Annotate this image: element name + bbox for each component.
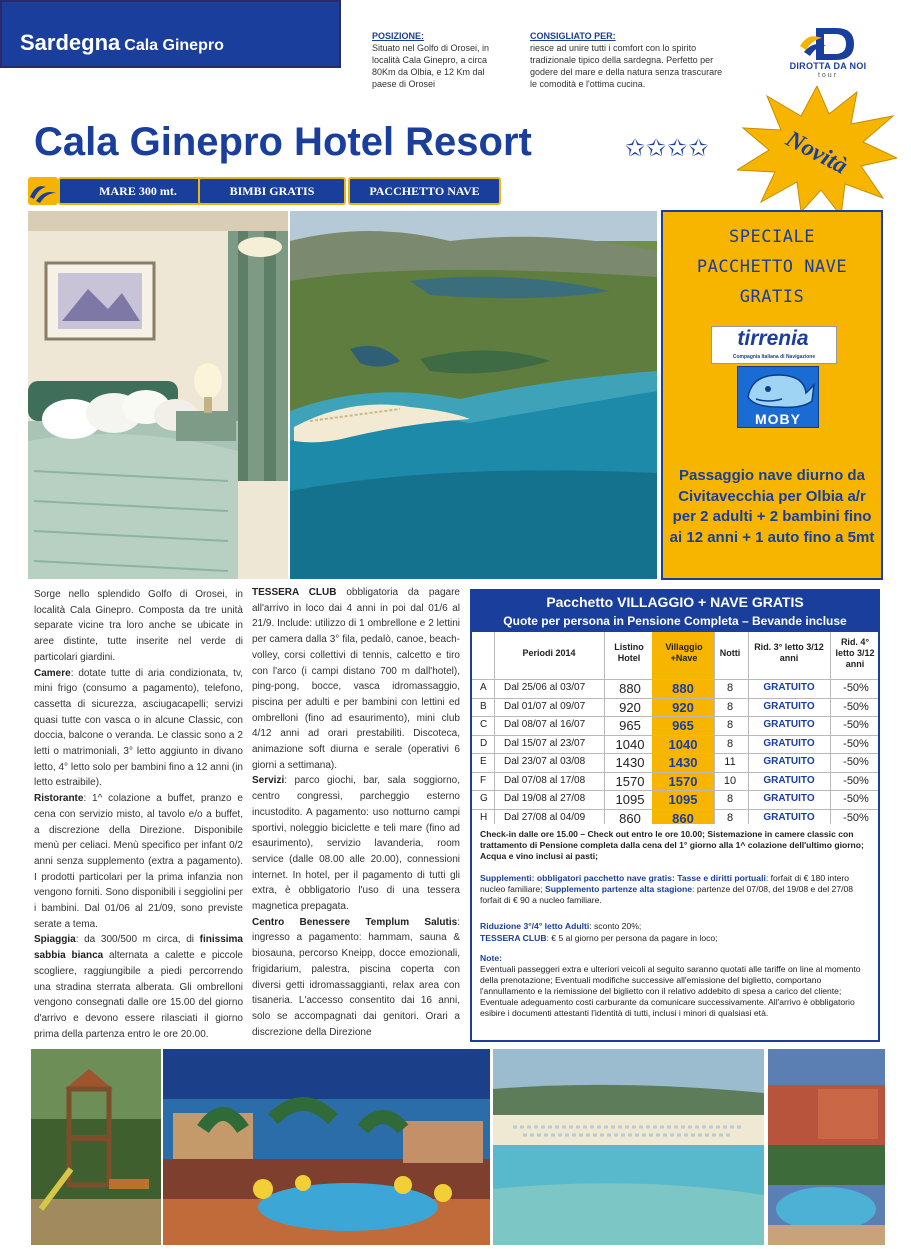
region-title: Sardegna Cala Ginepro — [20, 30, 224, 55]
row-period: Dal 01/07 al 09/07 — [504, 700, 586, 712]
desc-tessera-text: obbligatoria da pagare all'arrivo in loco dai 4 anni in poi dal 01/6 al 21/9. Include: utilizzo di 1 ombrellone e 2 lettini per camera dalla 3° fila, pedalò, canoe, beach-volley, corsi collettivi di tennis, calcetto e tiro con l'arco (i campi distano 700 m dall'hotel), ping-pong, bocce, vasca idromassaggio, piscina per adulti e per bambini con lettini ed ombrelloni (fino ad esaurimento), mini club 4/12 anni ad orari prestabiliti. Discoteca, animazione soft diurna e serale (operativi 6 giorni a settimana). — [252, 587, 460, 771]
desc-tessera-label: TESSERA CLUB — [252, 587, 337, 598]
row-period: Dal 25/06 al 03/07 — [504, 682, 586, 693]
row-rid3: GRATUITO — [763, 774, 815, 786]
description-col-1 — [34, 587, 243, 1042]
table-row — [472, 772, 878, 791]
row-rid3: GRATUITO — [763, 756, 815, 767]
row-notti: 8 — [726, 719, 734, 731]
checkin-note: Check-in dalle ore 15.00 – Check out entro le ore 10.00; Sistemazione in camere classic con trattamento di Pensione completa dalla cena del 1° giorno alla 1^ colazione dell'ultimo giorno; Acqua e vino inclusi ai pasti; — [480, 829, 864, 861]
photo-pool — [163, 1049, 490, 1245]
pill-mare: MARE 300 mt. — [58, 177, 218, 205]
photo-bedroom — [28, 211, 288, 579]
desc-spiaggia-text-a: : da 300/500 m circa, di — [75, 934, 200, 946]
riduzione-note — [480, 921, 872, 932]
posizione-text: Situato nel Golfo di Orosei, in località Cala Ginepro, a circa 80Km da Olbia, e 12 Km dal paese di Orosei — [372, 43, 490, 89]
row-rid4: -50% — [843, 719, 869, 731]
whale-icon — [738, 367, 818, 413]
photo-resort-pool — [768, 1049, 885, 1245]
pill-wave-icon — [28, 177, 58, 205]
row-period: Dal 07/08 al 17/08 — [504, 774, 586, 786]
supplemento-alta-text: : partenze del 07/08, del 19/08 e del 27/08 forfait di € 90 a nucleo familiare. — [480, 884, 854, 905]
riduzione-text: : sconto 20%; — [589, 921, 642, 931]
novita-burst-icon — [737, 86, 897, 216]
row-id: C — [480, 719, 488, 730]
notes-text: Eventuali passeggeri extra e ulteriori veicoli al seguito saranno quotati alle tariffe on line al momento della prenotazione; Eventuali modifiche successive all'emissione del biglietto, comportano l'annullamento e la riemissione del biglietto con il relativo addebito di spesa a carico del cliente; Eventuale adeguamento costi carburante da comunicare successivamente. All'arrivo è obbligatorio esibire i documenti attestanti l'identità di tutti, inclusi i minori di qualsiasi età. — [480, 964, 861, 1018]
consigliato-text: riesce ad unire tutti i comfort con lo spirito tradizionale tipico della sardegna. Perfetto per godere del mare e della natura senza trascurare le comodità e l'ottima cucina. — [530, 43, 723, 89]
row-villaggio: 920 — [672, 699, 694, 715]
col-header-villaggio: Villaggio +Nave — [665, 642, 703, 663]
logo-mark-icon — [778, 26, 878, 62]
desc-camere-label: Camere — [34, 667, 71, 679]
tessera-note — [480, 933, 872, 944]
dirotta-logo — [778, 26, 878, 82]
posizione-heading: POSIZIONE: — [372, 31, 425, 41]
row-rid3: GRATUITO — [763, 682, 815, 693]
desc-spiaggia-text-b: alternata a calette e piccole scogliere, raggiungibile a piedi percorrendo una stradina sterrata alberata. Gli ombrelloni vengono consegnati dalle ore 15.00 del giorno d'arrivo e devono essere rilasciati il giorno prima della partenza entro le ore 20.00. — [34, 950, 243, 1040]
row-villaggio: 880 — [672, 681, 694, 696]
desc-servizi-text: : parco giochi, bar, sala soggiorno, centro congressi, parcheggio esterno incustodito. A pagamento: uso notturno campi sportivi, noleggio biciclette e teli mare (fino ad esaurimento), servizio lavanderia, room service (dalle 08.00 alle 20.00), connessioni internet. In hotel, per il pagamento di tutti gli extra, è obbligatorio l'uso di una tessera magnetica prepagata. — [252, 775, 460, 913]
desc-camere — [34, 666, 243, 792]
row-period: Dal 19/08 al 27/08 — [504, 793, 586, 804]
row-listino: 880 — [619, 681, 641, 696]
desc-benessere-text: : ingresso a pagamento: hammam, sauna & biosauna, percorso Kneipp, docce emozionali, frigidarium, palestra, piscina coperta con diversi getti idromassaggianti, relax area con tisaneria. L'accesso consentito dai 16 anni, solo se accompagnati dai genitori. Orari a discrezione della Direzione — [252, 916, 460, 1038]
row-villaggio: 965 — [672, 718, 694, 733]
row-period: Dal 23/07 al 03/08 — [504, 756, 586, 767]
col-header-rid4: Rid. 4° letto 3/12 anni — [835, 636, 875, 669]
pill-bimbi: BIMBI GRATIS — [198, 177, 346, 205]
col-header-listino: Listino Hotel — [614, 642, 644, 663]
row-villaggio: 860 — [672, 810, 694, 826]
supplementi-text: : forfait di € 180 intero nucleo familiare; — [480, 873, 849, 894]
desc-benessere-label: Centro Benessere Templum Salutis — [252, 916, 458, 928]
row-listino: 965 — [619, 718, 641, 733]
row-id: A — [480, 682, 487, 693]
pill-nave: PACCHETTO NAVE — [348, 177, 501, 205]
price-table-title: Pacchetto VILLAGGIO + NAVE GRATIS — [546, 594, 804, 610]
desc-spiaggia-bold: finissima sabbia bianca — [34, 934, 243, 962]
row-id: G — [480, 793, 488, 804]
table-row — [472, 679, 878, 698]
tirrenia-name: tirrenia — [737, 327, 809, 350]
table-row — [472, 735, 878, 754]
table-row — [472, 698, 878, 717]
posizione-block — [372, 30, 500, 90]
row-notti: 11 — [724, 756, 736, 768]
row-period: Dal 08/07 al 16/07 — [504, 719, 586, 730]
desc-servizi — [252, 773, 460, 914]
speciale-box — [661, 210, 883, 580]
row-rid4: -50% — [843, 737, 869, 750]
moby-name: MOBY — [755, 411, 801, 427]
region-locality: Cala Ginepro — [124, 37, 224, 54]
row-rid3: GRATUITO — [763, 811, 815, 823]
desc-camere-text: : dotate tutte di aria condizionata, tv, mini frigo (consumo a pagamento), telefono, cassetta di sicurezza, asciugacapelli; servizi quasi tutte con vasca o in alcune Classic, con doccia, balcone o veranda. Le classic sono a 2 letti o matrimoniali, 3° letto aggiunto in divano letto, 4° letto solo per bambini fino a 12 anni (in letto estraibile). — [34, 667, 243, 789]
row-rid4: -50% — [843, 774, 869, 787]
desc-spiaggia-label: Spiaggia — [34, 934, 76, 946]
row-notti: 8 — [726, 700, 734, 713]
speciale-title-line-2: PACCHETTO NAVE — [696, 257, 848, 277]
region-band — [0, 0, 341, 68]
row-period: Dal 27/08 al 04/09 — [504, 811, 586, 823]
col-header-rid3: Rid. 3° letto 3/12 anni — [754, 642, 824, 663]
row-rid3: GRATUITO — [763, 793, 815, 804]
row-rid4: -50% — [843, 682, 869, 694]
row-villaggio: 1040 — [668, 736, 698, 752]
speciale-title-line-1: SPECIALE — [729, 227, 815, 247]
moby-logo — [737, 366, 819, 428]
general-notes — [480, 953, 872, 1019]
photo-aerial-beach — [290, 211, 657, 579]
tessera-note-label: TESSERA CLUB — [480, 933, 547, 943]
row-listino: 1040 — [615, 736, 645, 752]
desc-intro: Sorge nello splendido Golfo di Orosei, in località Cala Ginepro. Composta da tre unità separate vicine tra loro anche se ubicate in aree distinte, tutte inserite nel verde di particolari giardini. — [34, 589, 243, 663]
row-notti: 8 — [726, 793, 734, 805]
row-villaggio: 1095 — [668, 792, 698, 807]
tessera-note-text: : € 5 al giorno per persona da pagare in loco; — [546, 933, 718, 943]
logo-name: DIROTTA DA NOI — [789, 61, 867, 71]
consigliato-block — [530, 30, 730, 90]
row-rid4: -50% — [843, 793, 869, 805]
speciale-title — [663, 222, 881, 312]
row-id: H — [480, 811, 488, 823]
row-rid4: -50% — [843, 700, 869, 713]
speciale-title-line-3: GRATIS — [739, 287, 805, 307]
row-listino: 1430 — [615, 755, 645, 770]
row-period: Dal 15/07 al 23/07 — [504, 737, 586, 749]
row-notti: 8 — [726, 811, 734, 824]
row-villaggio: 1570 — [668, 773, 698, 789]
row-id: F — [480, 774, 487, 786]
novita-text: Novità — [781, 126, 852, 180]
desc-spiaggia — [34, 932, 243, 1042]
row-notti: 8 — [726, 737, 734, 750]
logo-sub: tour — [817, 72, 839, 79]
row-notti: 8 — [726, 682, 734, 694]
hotel-title: Cala Ginepro Hotel Resort — [34, 120, 532, 164]
col-header-notti: Notti — [719, 647, 741, 658]
col-header-periodi: Periodi 2014 — [522, 647, 576, 658]
supplementi-note — [480, 873, 872, 906]
desc-tessera — [252, 585, 460, 773]
desc-servizi-label: Servizi — [252, 775, 285, 787]
riduzione-label: Riduzione 3°/4° letto Adulti — [480, 921, 590, 931]
row-listino: 860 — [619, 810, 641, 826]
row-rid3: GRATUITO — [763, 700, 815, 712]
row-id: B — [480, 700, 487, 712]
supplementi-label: Supplementi: obbligatori pacchetto nave gratis: Tasse e diritti portuali — [480, 873, 766, 883]
speciale-text: Passaggio nave diurno da Civitavecchia per Olbia a/r per 2 adulti + 2 bambini fino ai 12 anni + 1 auto fino a 5mt — [669, 467, 875, 546]
desc-ristorante — [34, 791, 243, 932]
row-rid3: GRATUITO — [763, 719, 815, 730]
price-table-header — [472, 591, 878, 632]
desc-ristorante-text: : 1^ colazione a buffet, pranzo e cena con servizio misto, al tavolo e/o a buffet, a discrezione della Direzione. Disponibile menù per celiaci. Menù specifico per infant 0/2 anni senza supplemento (extra a pagamento). I prodotti particolari per la prima infanzia non vengono forniti. Sono disponibili i seggiolini per i bambini. Dal 01/06 al 21/09, sono previste serate a tema. — [34, 793, 243, 930]
row-notti: 10 — [723, 774, 737, 787]
desc-benessere — [252, 915, 460, 1041]
row-listino: 920 — [619, 699, 641, 715]
row-id: E — [480, 756, 487, 767]
table-row — [472, 790, 878, 809]
supplemento-alta-label: Supplemento partenze alta stagione — [544, 884, 693, 894]
row-rid4: -50% — [843, 756, 869, 768]
table-row — [472, 716, 878, 735]
row-listino: 1095 — [615, 792, 645, 807]
desc-ristorante-label: Ristorante — [34, 793, 84, 805]
table-row — [472, 809, 878, 828]
table-row — [472, 753, 878, 772]
photo-beach — [493, 1049, 764, 1245]
row-rid4: -50% — [843, 811, 869, 824]
notes-label: Note: — [480, 953, 502, 963]
row-listino: 1570 — [615, 773, 645, 789]
tirrenia-logo — [711, 326, 837, 364]
photo-playground — [31, 1049, 161, 1245]
row-rid3: GRATUITO — [763, 737, 815, 749]
consigliato-heading: CONSIGLIATO PER: — [530, 31, 616, 41]
price-table-subtitle: Quote per persona in Pensione Completa – Bevande incluse — [503, 614, 847, 628]
price-table — [470, 589, 880, 1042]
row-villaggio: 1430 — [668, 755, 698, 770]
tirrenia-sub: Compagnia Italiana di Navigazione — [732, 354, 816, 360]
description-col-2 — [252, 585, 460, 1040]
row-id: D — [480, 737, 488, 749]
hotel-stars: ✩✩✩✩ — [625, 135, 710, 162]
